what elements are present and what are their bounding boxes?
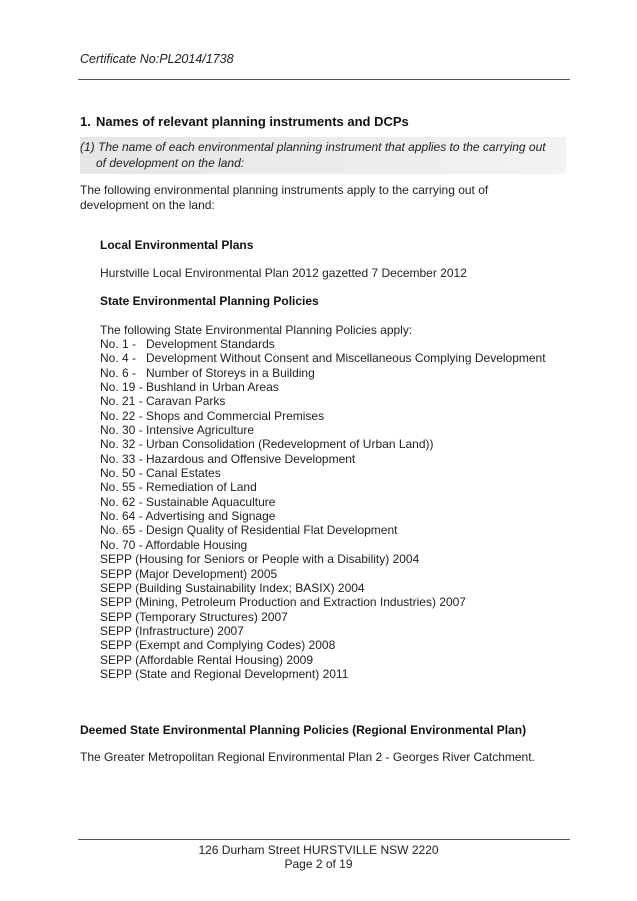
section-title: Names of relevant planning instruments and DCPs	[96, 114, 409, 129]
sepp-list-item: SEPP (State and Regional Development) 2011	[100, 666, 349, 681]
footer-address: 126 Durham Street HURSTVILLE NSW 2220	[198, 843, 439, 857]
intro-line-1: The following environmental planning instruments apply to the carrying out of	[80, 183, 489, 197]
sepp-lead: The following State Environmental Planning Policies apply:	[100, 323, 413, 337]
lep-text: Hurstville Local Environmental Plan 2012 gazetted 7 December 2012	[100, 266, 467, 280]
sepp-list-item: No. 70 - Affordable Housing	[100, 537, 248, 552]
sepp-list-item: SEPP (Mining, Petroleum Production and Extraction Industries) 2007	[100, 595, 466, 610]
sepp-list-item: SEPP (Exempt and Complying Codes) 2008	[100, 638, 336, 653]
lep-heading: Local Environmental Plans	[100, 238, 254, 252]
sepp-list-item: No. 22 - Shops and Commercial Premises	[100, 408, 325, 423]
sepp-list-item: No. 55 - Remediation of Land	[100, 480, 257, 495]
sepp-list-item: No. 50 - Canal Estates	[100, 466, 221, 481]
header-rule	[78, 79, 570, 80]
footer-rule	[78, 839, 570, 840]
sepp-list-item: No. 62 - Sustainable Aquaculture	[100, 494, 276, 509]
sepp-list-item: No. 64 - Advertising and Signage	[100, 509, 276, 524]
footer	[0, 843, 637, 871]
certificate-number: Certificate No:PL2014/1738	[80, 52, 234, 66]
question-line-1: (1) The name of each environmental planning instrument that applies to the carrying out	[80, 140, 546, 154]
sepp-list-item: No. 21 - Caravan Parks	[100, 394, 226, 409]
deemed-heading: Deemed State Environmental Planning Policies (Regional Environmental Plan)	[80, 723, 527, 737]
sepp-list-item: No. 6 - Number of Storeys in a Building	[100, 365, 315, 380]
sepp-list-item: No. 30 - Intensive Agriculture	[100, 423, 255, 438]
sepp-list-item: SEPP (Affordable Rental Housing) 2009	[100, 652, 314, 667]
sepp-list-item: SEPP (Temporary Structures) 2007	[100, 609, 288, 624]
section-number: 1.	[80, 114, 91, 129]
sepp-list-item: SEPP (Building Sustainability Index; BASIX) 2004	[100, 580, 365, 595]
question-line-2: of development on the land:	[96, 155, 245, 170]
sepp-list-item: No. 32 - Urban Consolidation (Redevelopment of Urban Land))	[100, 437, 434, 452]
sepp-list-item: No. 65 - Design Quality of Residential Flat Development	[100, 523, 398, 538]
question-text	[80, 140, 566, 171]
sepp-list-item: No. 19 - Bushland in Urban Areas	[100, 380, 279, 395]
section-heading	[80, 114, 409, 129]
deemed-text: The Greater Metropolitan Regional Environmental Plan 2 - Georges River Catchment.	[80, 750, 535, 764]
sepp-list-item: No. 4 - Development Without Consent and Miscellaneous Complying Development	[100, 351, 546, 366]
sepp-list-item: SEPP (Infrastructure) 2007	[100, 623, 244, 638]
footer-page-number: Page 2 of 19	[284, 857, 353, 871]
sepp-list-item: SEPP (Major Development) 2005	[100, 566, 278, 581]
sepp-heading: State Environmental Planning Policies	[100, 294, 319, 308]
sepp-list-item: SEPP (Housing for Seniors or People with a Disability) 2004	[100, 552, 420, 567]
intro-line-2: development on the land:	[80, 198, 215, 212]
sepp-list	[100, 337, 546, 681]
sepp-list-item: No. 1 - Development Standards	[100, 337, 275, 351]
sepp-list-item: No. 33 - Hazardous and Offensive Development	[100, 451, 356, 466]
intro-paragraph	[80, 183, 560, 213]
